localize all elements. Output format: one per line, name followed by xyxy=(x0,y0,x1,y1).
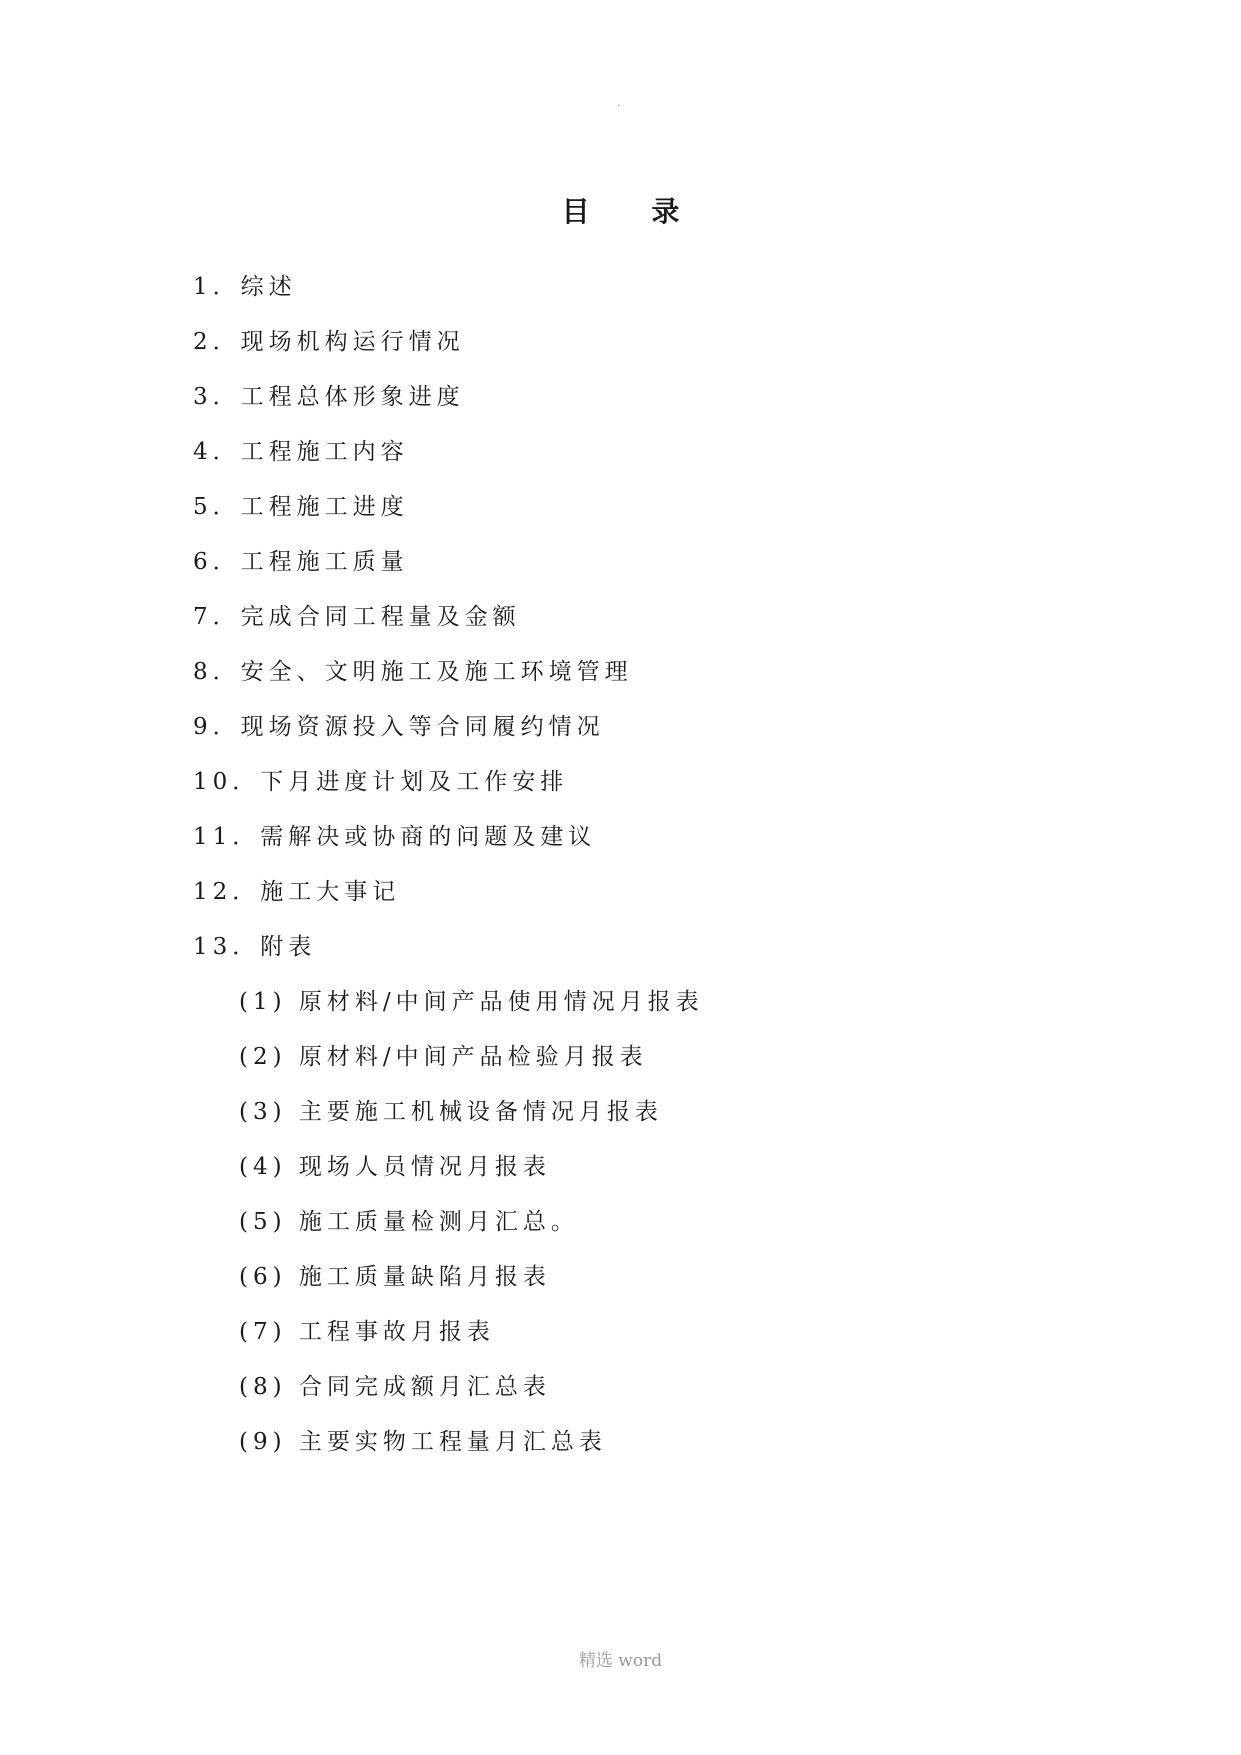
page-footer: 精选 word xyxy=(578,1651,663,1671)
appendix-item-4: (4) 现场人员情况月报表 xyxy=(239,1154,551,1180)
toc-item-2: 2．现场机构运行情况 xyxy=(193,329,465,355)
toc-item-4: 4．工程施工内容 xyxy=(193,439,409,465)
toc-item-9: 9．现场资源投入等合同履约情况 xyxy=(193,714,605,740)
appendix-item-2: (2) 原材料/中间产品检验月报表 xyxy=(239,1044,648,1070)
toc-item-3: 3．工程总体形象进度 xyxy=(193,384,465,410)
toc-item-6: 6．工程施工质量 xyxy=(193,549,409,575)
appendix-item-9: (9) 主要实物工程量月汇总表 xyxy=(239,1429,607,1455)
toc-item-5: 5．工程施工进度 xyxy=(193,494,409,520)
appendix-item-6: (6) 施工质量缺陷月报表 xyxy=(239,1264,551,1290)
toc-item-1: 1．综述 xyxy=(193,274,297,300)
toc-item-10: 10．下月进度计划及工作安排 xyxy=(193,769,569,795)
appendix-item-5: (5) 施工质量检测月汇总。 xyxy=(239,1209,579,1235)
toc-item-13: 13．附表 xyxy=(193,934,317,960)
toc-item-12: 12．施工大事记 xyxy=(193,879,401,905)
toc-item-11: 11．需解决或协商的问题及建议 xyxy=(193,824,597,850)
appendix-item-3: (3) 主要施工机械设备情况月报表 xyxy=(239,1099,663,1125)
page-title: 目 录 xyxy=(561,195,706,228)
table-of-contents xyxy=(193,270,1093,1480)
appendix-item-1: (1) 原材料/中间产品使用情况月报表 xyxy=(239,989,704,1015)
appendix-item-7: (7) 工程事故月报表 xyxy=(239,1319,495,1345)
toc-item-7: 7．完成合同工程量及金额 xyxy=(193,604,521,630)
header-mark: . xyxy=(617,98,621,109)
appendix-item-8: (8) 合同完成额月汇总表 xyxy=(239,1374,551,1400)
toc-item-8: 8．安全、文明施工及施工环境管理 xyxy=(193,659,633,685)
